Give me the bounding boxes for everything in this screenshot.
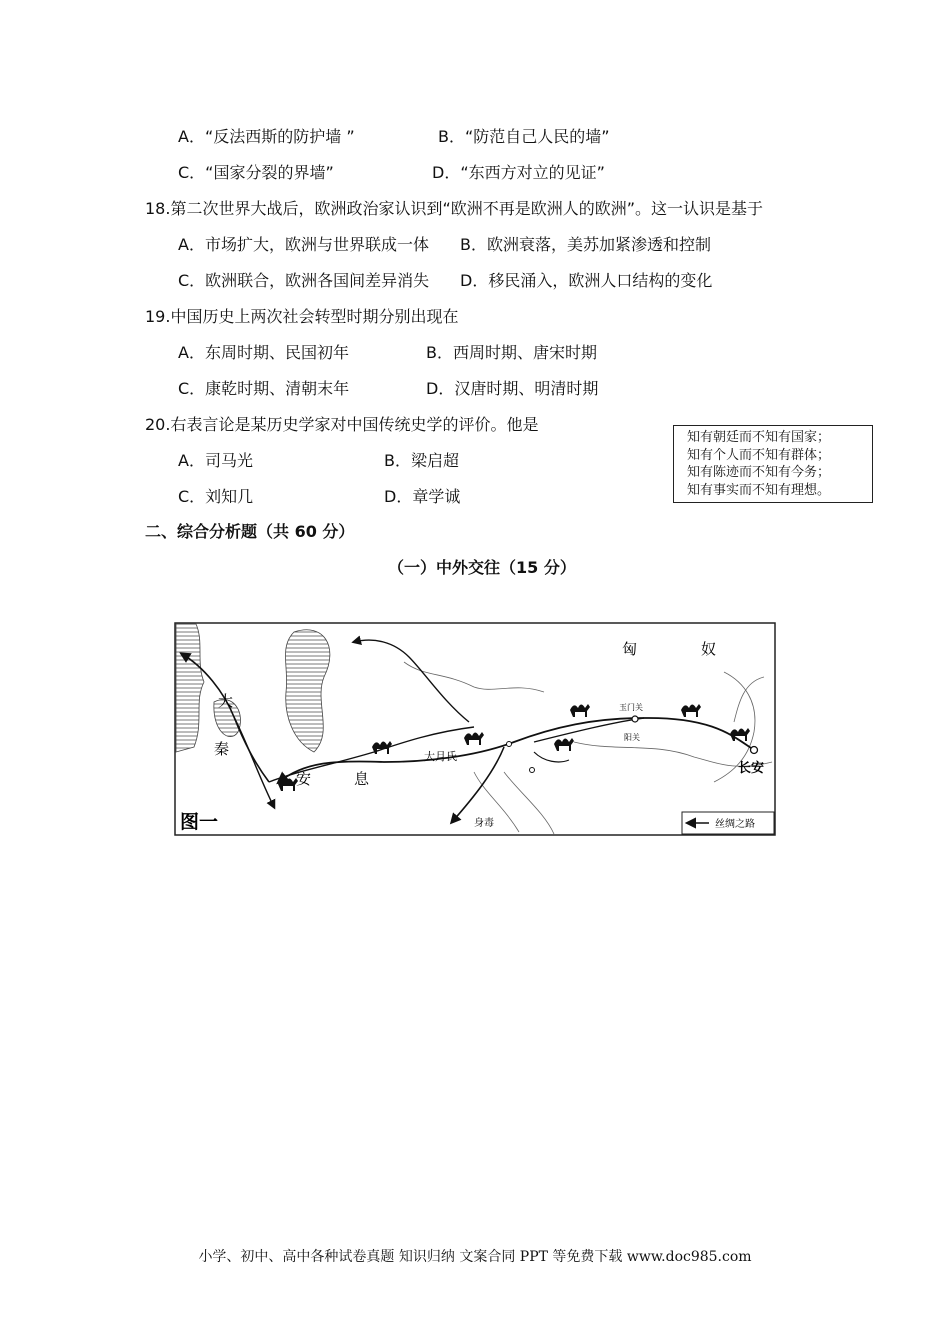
quote-line: 知有朝廷而不知有国家；: [687, 430, 831, 445]
label-xiongnu-2: 奴: [701, 640, 717, 658]
map-frame: [175, 623, 775, 835]
label-anxi-2: 息: [354, 770, 370, 788]
q18-option-d: D．移民涌入，欧洲人口结构的变化: [460, 271, 713, 290]
subsection-title: （一）中外交往（15 分）: [388, 558, 576, 577]
label-shendu: 身毒: [474, 818, 494, 829]
label-yangguan: 阳关: [624, 733, 640, 742]
figure-label: 图一: [180, 811, 219, 833]
page-footer: 小学、初中、高中各种试卷真题 知识归纳 文案合同 PPT 等免费下载 www.doc985.com: [198, 1249, 752, 1265]
label-dayuezhi: 大月氏: [424, 750, 457, 763]
quote-line: 知有个人而不知有群体；: [687, 447, 831, 463]
city-changan-marker: [751, 747, 758, 754]
q17-option-b: B．“防范自己人民的墙”: [438, 127, 610, 146]
q19-stem: 19.中国历史上两次社会转型时期分别出现在: [145, 307, 459, 326]
q18-option-c: C．欧洲联合，欧洲各国间差异消失: [178, 271, 430, 290]
label-anxi-1: 安: [296, 770, 312, 788]
q18-option-a: A．市场扩大，欧洲与世界联成一体: [178, 235, 429, 254]
q18-stem: 18.第二次世界大战后，欧洲政治家认识到“欧洲不再是欧洲人的欧洲”。这一认识是基于: [145, 199, 764, 218]
label-changan: 长安: [738, 761, 765, 776]
q19-option-c: C．康乾时期、清朝末年: [178, 379, 350, 398]
label-daqin-2: 秦: [214, 740, 230, 758]
q20-quote-box: [673, 425, 873, 503]
q20-option-b: B．梁启超: [384, 451, 459, 470]
q17-option-d: D．“东西方对立的见证”: [432, 163, 605, 182]
quote-line: 知有事实而不知有理想。: [687, 482, 831, 498]
label-daqin-1: 大: [218, 692, 234, 710]
q19-option-a: A．东周时期、民国初年: [178, 343, 349, 362]
q18-option-b: B．欧洲衰落，美苏加紧渗透和控制: [460, 235, 711, 254]
city-yumenguan-marker: [632, 716, 638, 722]
q17-option-c: C．“国家分裂的界墙”: [178, 163, 334, 182]
q20-option-c: C．刘知几: [178, 487, 254, 506]
legend-label: 丝绸之路: [715, 819, 755, 830]
q20-option-d: D．章学诚: [384, 487, 461, 506]
q20-option-a: A．司马光: [178, 451, 253, 470]
q20-stem: 20.右表言论是某历史学家对中国传统史学的评价。他是: [145, 415, 539, 434]
q19-option-b: B．西周时期、唐宋时期: [426, 343, 597, 362]
q17-option-a: A．“反法西斯的防护墙 ”: [178, 127, 355, 146]
quote-line: 知有陈迹而不知有今务；: [687, 465, 831, 480]
silk-road-map: [174, 622, 776, 836]
section-title: 二、综合分析题（共 60 分）: [145, 522, 355, 541]
q19-option-d: D．汉唐时期、明清时期: [426, 379, 599, 398]
label-xiongnu-1: 匈: [622, 640, 638, 658]
label-yumenguan: 玉门关: [619, 703, 643, 712]
